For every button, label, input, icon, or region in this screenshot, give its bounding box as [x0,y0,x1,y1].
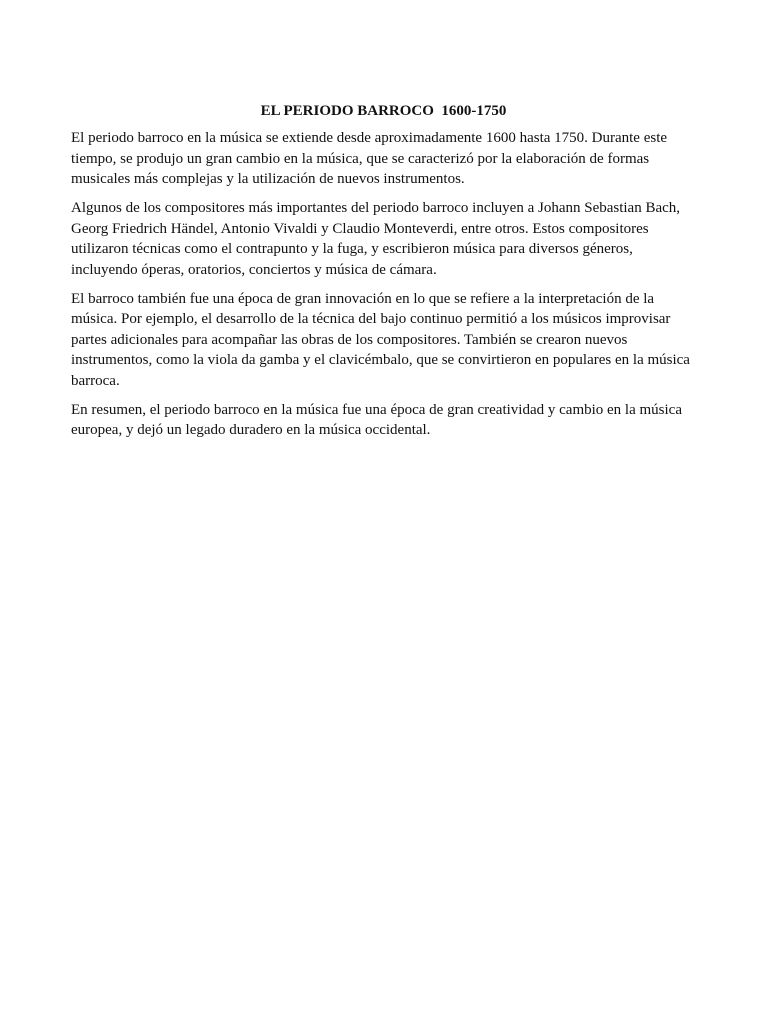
paragraph-innovation: El barroco también fue una época de gran innovación en lo que se refiere a la interpretación de la música. Por ejemplo, el desarrollo de la técnica del bajo continuo permitió a los músicos improvisar partes adicionales para acompañar las obras de los compositores. También se crearon nuevos instrumentos, como la viola da gamba y el clavicémbalo, que se convirtieron en populares en la música barroca. [71,290,690,389]
paragraph-intro: El periodo barroco en la música se extiende desde aproximadamente 1600 hasta 1750. Durante este tiempo, se produjo un gran cambio en la música, que se caracterizó por la elaboración de formas musicales más complejas y la utilización de nuevos instrumentos. [71,130,668,187]
paragraph-summary: En resumen, el periodo barroco en la música fue una época de gran creatividad y cambio en la música europea, y dejó un legado duradero en la música occidental. [71,401,682,438]
paragraph-composers: Algunos de los compositores más importantes del periodo barroco incluyen a Johann Sebastian Bach, Georg Friedrich Händel, Antonio Vivaldi y Claudio Monteverdi, entre otros. Estos compositores utilizaron técnicas como el contrapunto y la fuga, y escribieron música para diversos géneros, incluyendo óperas, oratorios, conciertos y música de cámara. [71,200,681,278]
document-title: EL PERIODO BARROCO 1600-1750 [260,103,507,119]
